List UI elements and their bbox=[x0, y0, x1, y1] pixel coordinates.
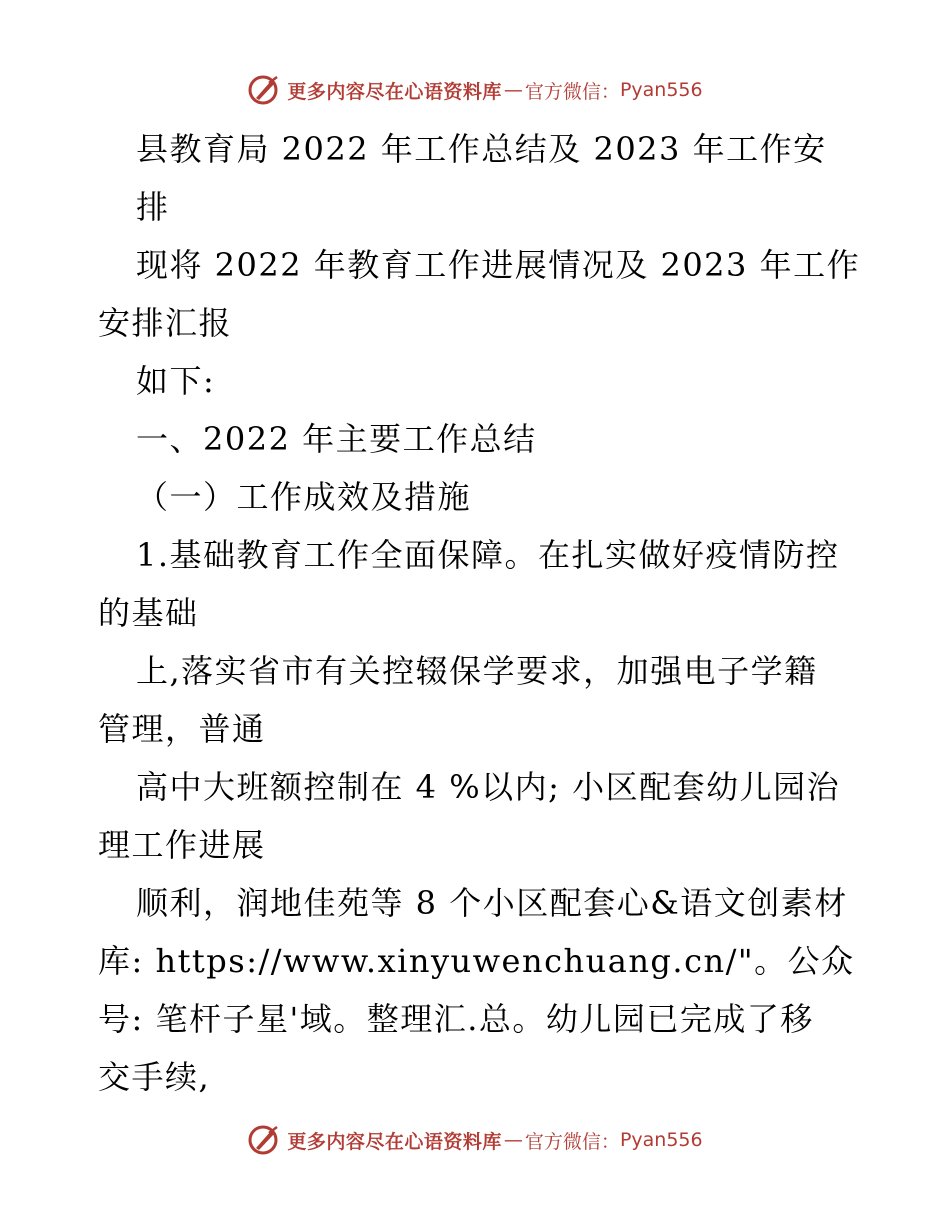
banner-wechat-id: Pyan556 bbox=[619, 79, 703, 101]
doc-paragraph-line: 理工作进展 bbox=[98, 826, 266, 864]
doc-paragraph-line: 1.基础教育工作全面保障。在扎实做好疫情防控 bbox=[136, 536, 840, 574]
doc-heading-section-1: 一、2022 年主要工作总结 bbox=[136, 420, 537, 458]
quill-pen-circle-icon bbox=[247, 73, 281, 107]
doc-paragraph-line: 号: 笔杆子星'域。整理汇.总。幼儿园已完成了移 bbox=[98, 1000, 814, 1038]
doc-paragraph-line: 如下: bbox=[136, 362, 216, 400]
quill-pen-circle-icon bbox=[247, 1123, 281, 1157]
banner-wechat-id: Pyan556 bbox=[619, 1129, 703, 1151]
doc-paragraph-line: 上,落实省市有关控辍保学要求，加强电子学籍 bbox=[136, 652, 818, 690]
banner-separator: — bbox=[503, 79, 523, 101]
banner-separator: — bbox=[503, 1129, 523, 1151]
doc-paragraph-line: 高中大班额控制在 4 %以内; 小区配套幼儿园治 bbox=[136, 768, 841, 806]
document-body bbox=[98, 120, 861, 1106]
doc-paragraph-line: 管理，普通 bbox=[98, 710, 266, 748]
banner-wechat-label: 官方微信： bbox=[524, 1130, 620, 1153]
doc-paragraph-line: 库: https://www.xinyuwenchuang.cn/"。公众 bbox=[98, 942, 855, 980]
doc-title-line-1: 县教育局 2022 年工作总结及 2023 年工作安 bbox=[136, 130, 827, 168]
banner-brand: 更多内容尽在心语资料库 bbox=[287, 1130, 502, 1153]
top-banner bbox=[0, 70, 950, 110]
doc-title-line-2: 排 bbox=[136, 188, 170, 226]
doc-paragraph-line: 顺利，润地佳苑等 8 个小区配套心&语文创素材 bbox=[136, 884, 848, 922]
doc-paragraph-line: 交手续, bbox=[98, 1058, 211, 1096]
bottom-banner bbox=[0, 1120, 950, 1160]
banner-brand: 更多内容尽在心语资料库 bbox=[287, 80, 502, 103]
doc-paragraph-line: 安排汇报 bbox=[98, 304, 233, 342]
doc-heading-subsection-1: （一）工作成效及措施 bbox=[136, 478, 472, 516]
banner-wechat-label: 官方微信： bbox=[524, 80, 620, 103]
doc-paragraph-line: 的基础 bbox=[98, 594, 199, 632]
doc-paragraph-line: 现将 2022 年教育工作进展情况及 2023 年工作 bbox=[136, 246, 861, 284]
